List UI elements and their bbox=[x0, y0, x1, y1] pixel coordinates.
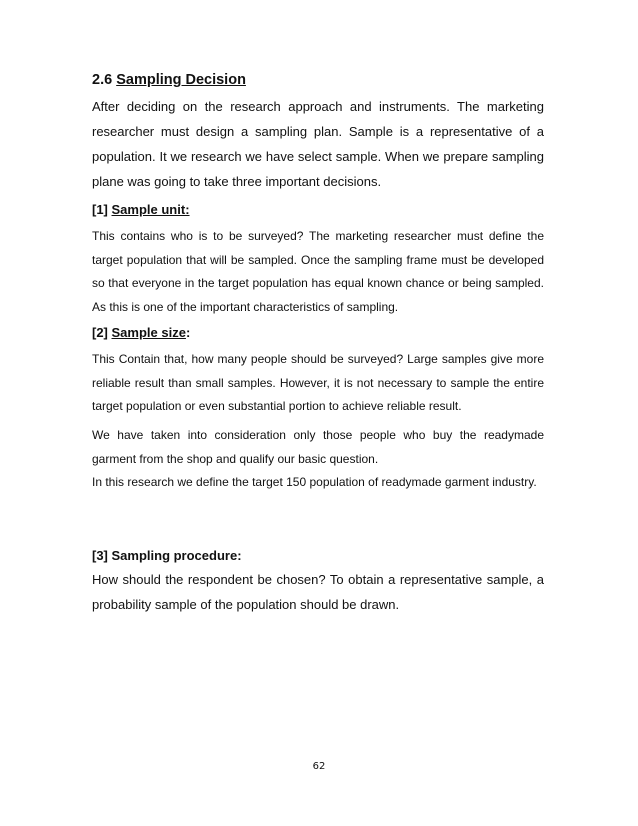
section-heading bbox=[92, 72, 246, 88]
sample-size-paragraph-1: This Contain that, how many people should be surveyed? Large samples give more reliable result than small samples. However, it is not necessary to sample the entire target population or even substantial portion to achieve reliable result. bbox=[92, 352, 544, 413]
sample-size-paragraph-3: In this research we define the target 150 population of readymade garment industry. bbox=[92, 475, 537, 489]
sampling-procedure-heading: [3] Sampling procedure: bbox=[92, 548, 242, 563]
sample-size-number: [2] bbox=[92, 325, 108, 340]
page-number: 62 bbox=[312, 761, 326, 772]
sample-unit-number: [1] bbox=[92, 202, 108, 217]
sample-size-heading bbox=[92, 325, 190, 340]
section-number: 2.6 bbox=[92, 72, 113, 88]
sample-size-colon: : bbox=[185, 325, 191, 340]
sampling-procedure-paragraph: How should the respondent be chosen? To obtain a representative sample, a probability sample of the population should be drawn. bbox=[92, 572, 544, 612]
section-paragraph: After deciding on the research approach and instruments. The marketing researcher must design a sampling plan. Sample is a representative of a population. It we research we have select sample. When we prepare sampling plane was going to take three important decisions. bbox=[92, 99, 544, 189]
sample-unit-heading bbox=[92, 202, 190, 217]
sample-unit-paragraph: This contains who is to be surveyed? The marketing researcher must define the target population that will be sampled. Once the sampling frame must be developed so that everyone in the target population has equal known chance or being sampled. As this is one of the important characteristics of sampling. bbox=[92, 229, 544, 314]
section-title: Sampling Decision bbox=[116, 72, 246, 88]
sample-unit-title: Sample unit: bbox=[111, 202, 190, 217]
sample-size-title: Sample size bbox=[111, 325, 186, 340]
sample-size-paragraph-2: We have taken into consideration only those people who buy the readymade garment from the shop and qualify our basic question. bbox=[92, 428, 544, 466]
